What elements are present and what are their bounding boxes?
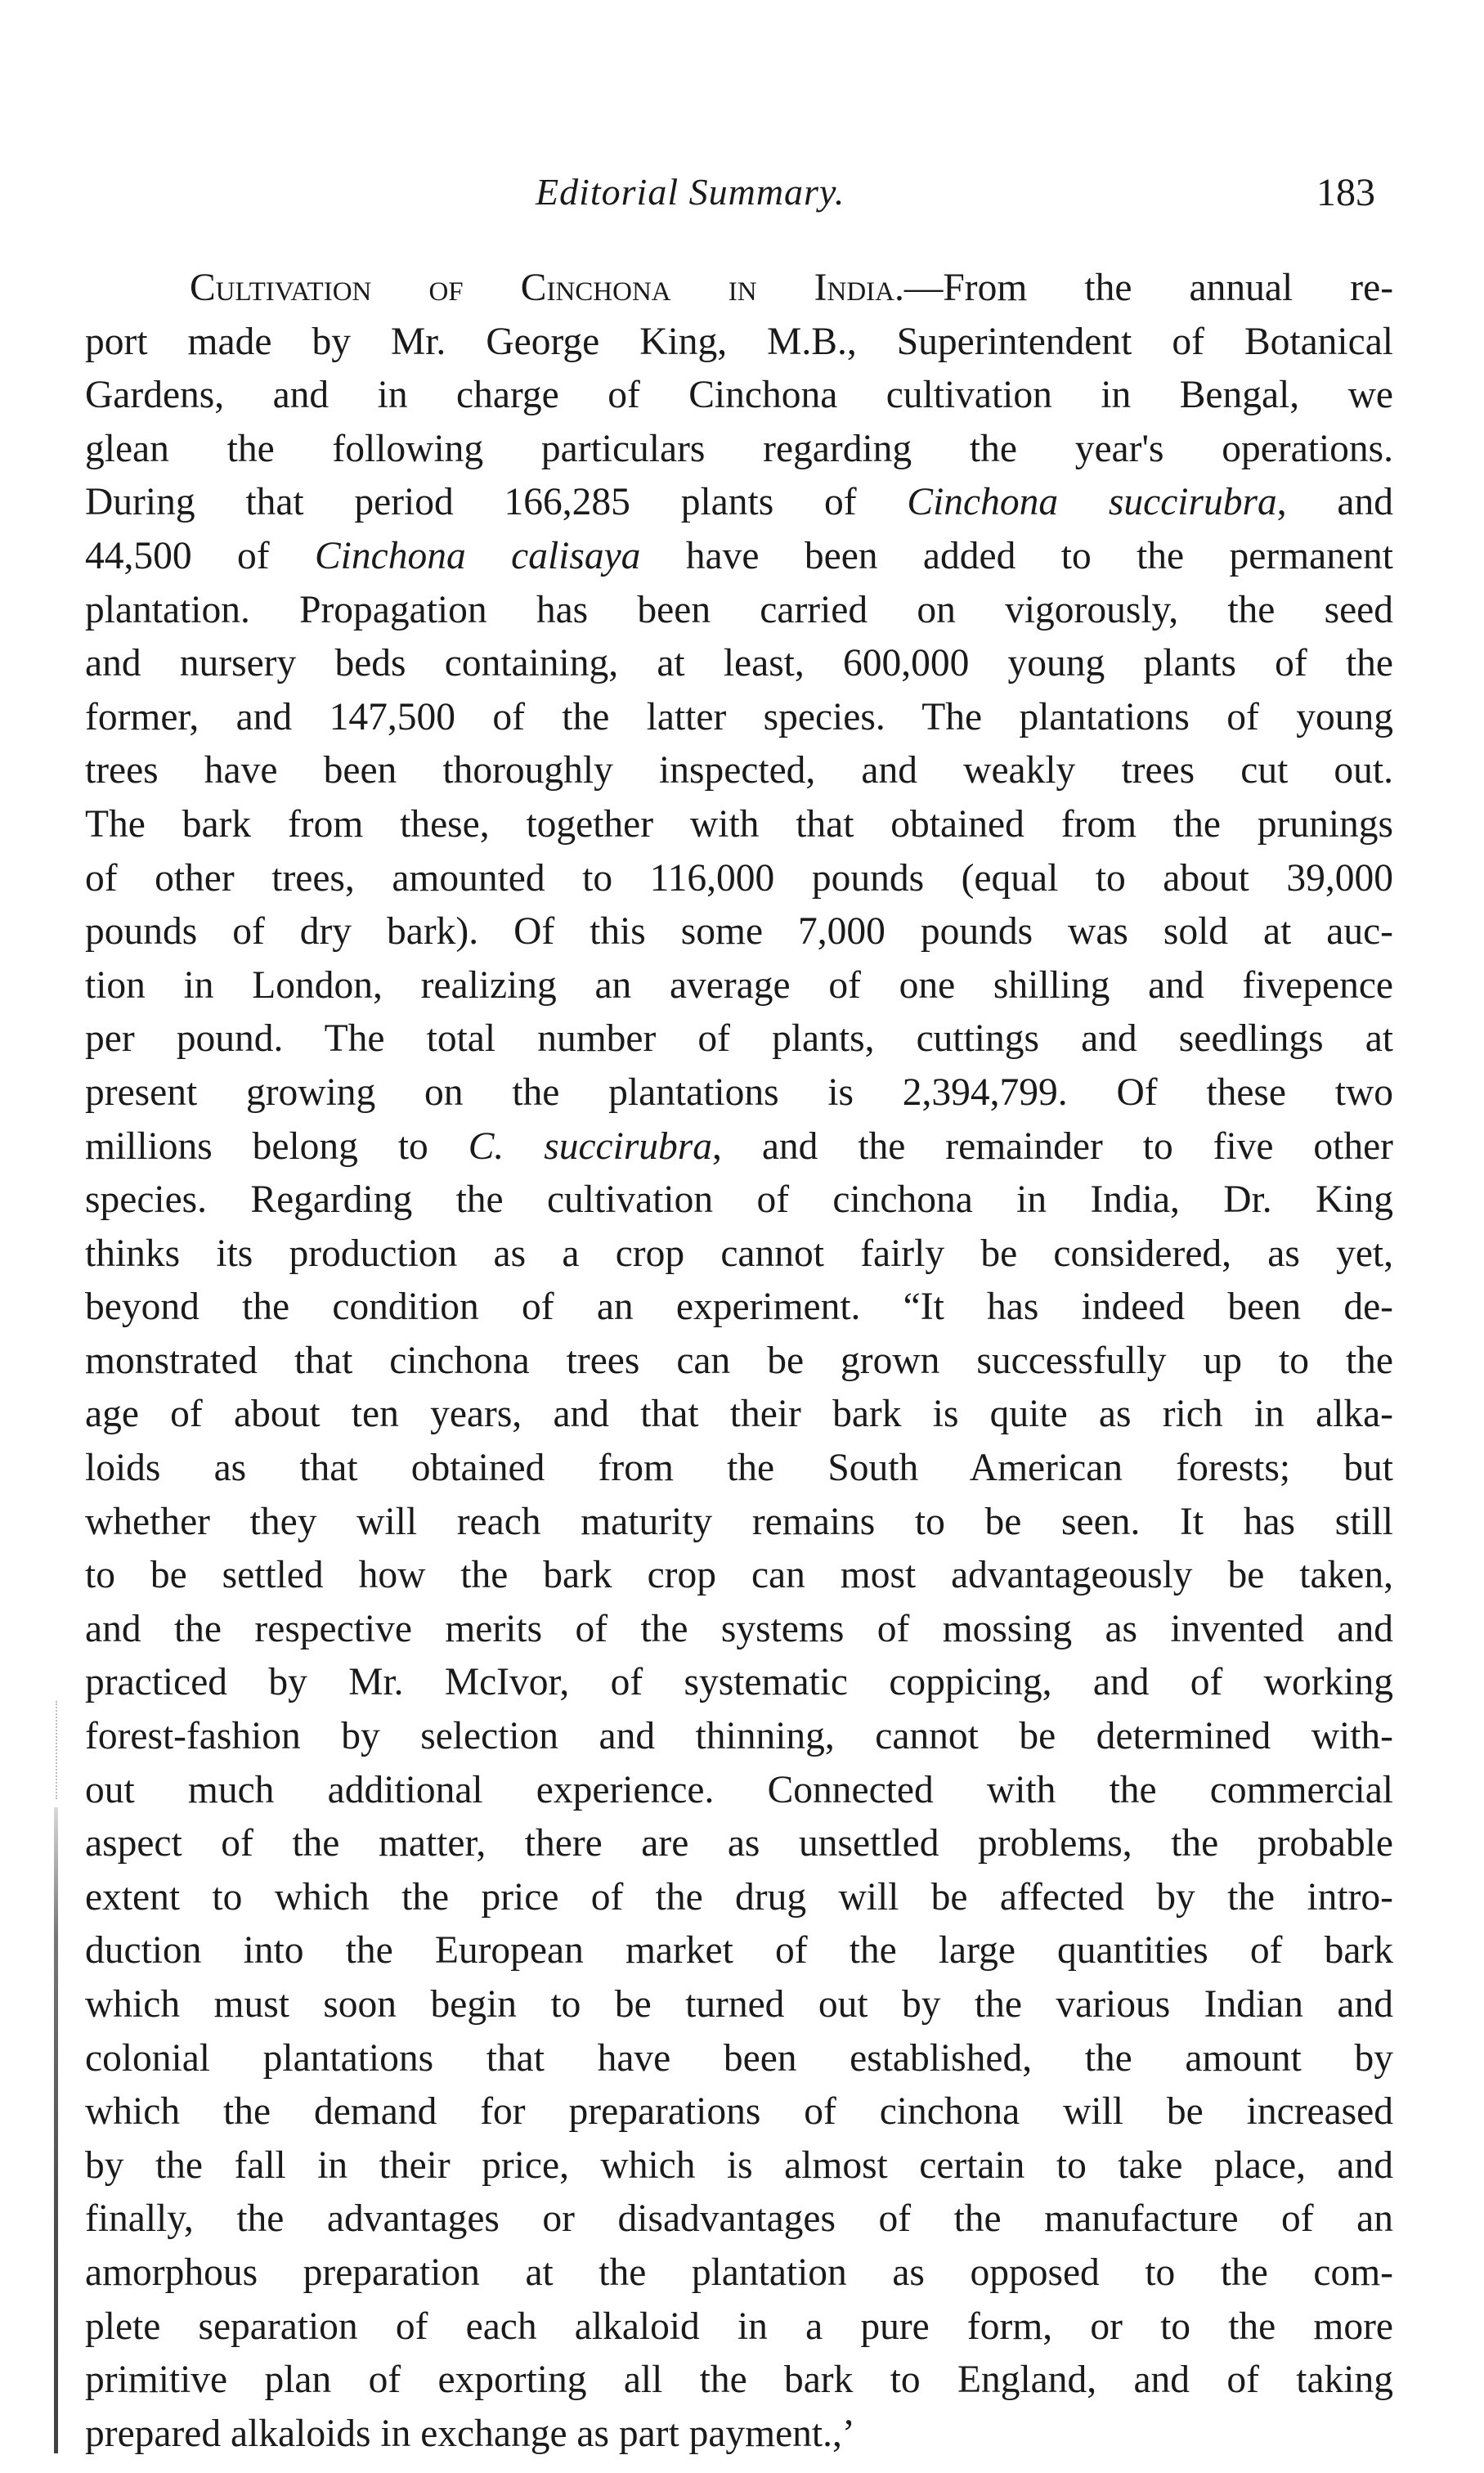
text-line — [85, 1120, 1393, 1174]
text-line-content: have been added to the permanent — [640, 534, 1393, 577]
text-line: beyond the condition of an experiment. “It has indeed been de- — [85, 1286, 1393, 1329]
text-line: plantation. Propagation has been carried on vigorously, the seed — [85, 588, 1393, 631]
text-line: finally, the advantages or disadvantages of the manufacture of an — [85, 2197, 1393, 2241]
text-line: primitive plan of exporting all the bark to England, and of taking — [85, 2359, 1393, 2402]
text-line: thinks its production as a crop cannot fairly be considered, as yet, — [85, 1232, 1393, 1275]
text-line: The bark from these, together with that obtained from the prunings — [85, 802, 1393, 846]
text-line: plete separation of each alkaloid in a pure form, or to the more — [85, 2305, 1393, 2348]
text-line: monstrated that cinchona trees can be grown successfully up to the — [85, 1339, 1393, 1382]
text-line: species. Regarding the cultivation of cinchona in India, Dr. King — [85, 1178, 1393, 1222]
text-line: and nursery beds containing, at least, 600,000 young plants of the — [85, 642, 1393, 685]
text-line: Gardens, and in charge of Cinchona cultivation in Bengal, we — [85, 374, 1393, 417]
text-line: which must soon begin to be turned out by the various Indian and — [85, 1983, 1393, 2026]
text-line: which the demand for preparations of cinchona will be increased — [85, 2090, 1393, 2134]
text-line-content: , and the remainder to five other — [712, 1124, 1393, 1168]
text-line: former, and 147,500 of the latter species. The plantations of young — [85, 695, 1393, 738]
text-line: age of about ten years, and that their bark is quite as rich in alka- — [85, 1393, 1393, 1436]
text-line-content: 44,500 of — [85, 534, 315, 577]
text-line: to be settled how the bark crop can most advantageously be taken, — [85, 1554, 1393, 1597]
text-line-content: During that period 166,285 plants of — [85, 481, 908, 524]
text-line: per pound. The total number of plants, cuttings and seedlings at — [85, 1017, 1393, 1061]
text-line: practiced by Mr. McIvor, of systematic coppicing, and of working — [85, 1661, 1393, 1704]
species-name: C. succirubra — [468, 1124, 713, 1168]
article-body — [85, 262, 1393, 2461]
text-line-content: , and — [1276, 481, 1393, 524]
text-line: aspect of the matter, there are as unsettled problems, the probable — [85, 1822, 1393, 1865]
text-line: tion in London, realizing an average of one shilling and fivepence — [85, 963, 1393, 1007]
binding-edge-mark — [54, 1807, 58, 2453]
text-line: of other trees, amounted to 116,000 pounds (equal to about 39,000 — [85, 856, 1393, 900]
text-line: prepared alkaloids in exchange as part payment.,’ — [85, 2412, 855, 2455]
running-title: Editorial Summary. — [536, 171, 845, 213]
text-line: port made by Mr. George King, M.B., Superintendent of Botanical — [85, 320, 1393, 363]
text-line: duction into the European market of the large quantities of bark — [85, 1929, 1393, 1973]
text-line: extent to which the price of the drug will be affected by the intro- — [85, 1875, 1393, 1919]
text-line-content: —From the annual re- — [903, 267, 1393, 309]
page-number: 183 — [1316, 171, 1375, 214]
text-line: pounds of dry bark). Of this some 7,000 pounds was sold at auc- — [85, 910, 1393, 954]
text-line: forest-fashion by selection and thinning, cannot be determined with- — [85, 1715, 1393, 1758]
text-line: amorphous preparation at the plantation as opposed to the com- — [85, 2251, 1393, 2294]
text-line — [85, 262, 1393, 316]
text-line-content: millions belong to — [85, 1124, 469, 1168]
text-line: whether they will reach maturity remains to be seen. It has still — [85, 1500, 1393, 1543]
text-line — [85, 530, 1393, 584]
text-line: present growing on the plantations is 2,394,799. Of these two — [85, 1070, 1393, 1114]
species-name: Cinchona succirubra — [907, 481, 1277, 524]
text-line: out much additional experience. Connected with the commercial — [85, 1768, 1393, 1811]
species-name: Cinchona calisaya — [315, 534, 641, 577]
text-line: trees have been thoroughly inspected, and weakly trees cut out. — [85, 749, 1393, 792]
text-line: and the respective merits of the systems of mossing as invented and — [85, 1607, 1393, 1650]
margin-artifact-dots — [56, 1701, 59, 1799]
text-line: by the fall in their price, which is almost certain to take place, and — [85, 2143, 1393, 2187]
text-line: loids as that obtained from the South American forests; but — [85, 1447, 1393, 1490]
text-line — [85, 476, 1393, 530]
text-line: glean the following particulars regarding the year's operations. — [85, 427, 1393, 470]
article-heading: Cultivation of Cinchona in India. — [190, 267, 904, 309]
text-line: colonial plantations that have been established, the amount by — [85, 2036, 1393, 2080]
